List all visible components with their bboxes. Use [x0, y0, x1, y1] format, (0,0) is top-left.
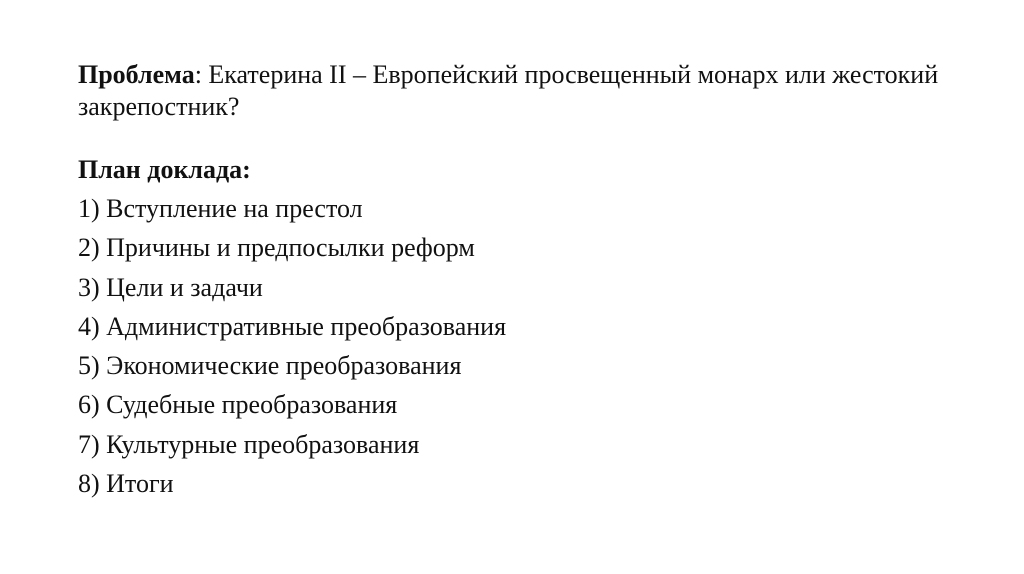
plan-list — [78, 193, 506, 507]
plan-item: 1) Вступление на престол — [78, 194, 363, 223]
plan-item: 7) Культурные преобразования — [78, 429, 420, 459]
plan-item: 8) Итоги — [78, 469, 174, 499]
plan-item: 3) Цели и задачи — [78, 272, 263, 302]
plan-item: 6) Судебные преобразования — [78, 390, 398, 420]
problem-label: Проблема — [78, 60, 195, 89]
plan-title: План доклада: — [78, 155, 251, 184]
plan-item: 5) Экономические преобразования — [78, 351, 462, 381]
problem-statement — [78, 59, 978, 123]
plan-item: 2) Причины и предпосылки реформ — [78, 233, 475, 263]
problem-text: : Екатерина II – Европейский просвещенный монарх или жестокий закрепостник? — [78, 60, 939, 121]
plan-item: 4) Административные преобразования — [78, 311, 507, 341]
